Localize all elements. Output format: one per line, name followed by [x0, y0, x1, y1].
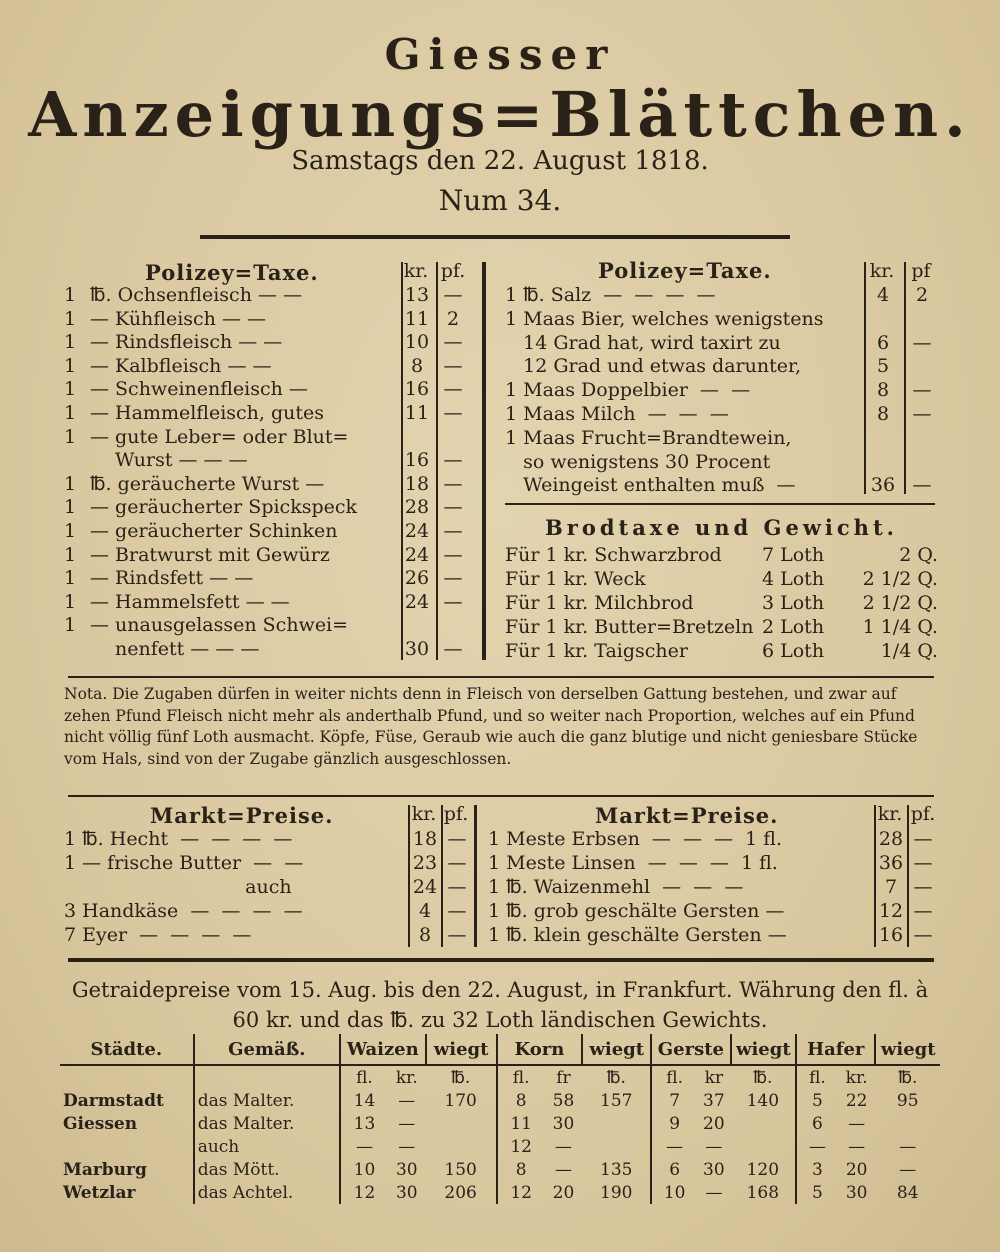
row-quentchen: 1/4 Q. [880, 640, 938, 662]
row-item: 1 ℔. klein geschälte Gersten — [488, 924, 787, 946]
col-kr-header: kr. [869, 260, 895, 282]
value-cell: 30 [845, 1182, 868, 1203]
row-kr: 16 [404, 449, 430, 472]
row-kr: 12 [878, 900, 904, 922]
value-cell: 95 [896, 1090, 919, 1111]
row-kr: 11 [404, 402, 430, 424]
value-cell: — [554, 1159, 572, 1180]
value-cell: — [705, 1182, 723, 1203]
value-cell: — [848, 1113, 866, 1134]
value-cell: — [899, 1159, 917, 1180]
section-title: Polizey=Taxe. [145, 260, 319, 285]
row-item: — Hammelfleisch, gutes [90, 402, 325, 424]
row-item: ℔. Ochsenfleisch — — [90, 284, 303, 306]
table-row [60, 1112, 940, 1135]
value-cell: 12 [497, 1135, 545, 1158]
row-item: 1 ℔. Salz — — — — [505, 284, 716, 306]
row-pf: — [913, 924, 933, 946]
measure-cell: das Malter. [194, 1089, 340, 1112]
getraide-table [60, 1034, 940, 1204]
value-cell: — [651, 1135, 697, 1158]
value-cell: — [398, 1136, 416, 1157]
row-kr: 8 [418, 924, 432, 946]
nota-text: Nota. Die Zugaben dürfen in weiter nichts denn in Fleisch von derselben Gattung bestehen, und zwar auf zehen Pfund Fleisch nicht mehr als anderthalb Pfund, und so weiter nach Proportion, welches auf ein Pfund nicht völlig fünf Loth ausmacht. Köpfe, Füse, Geraub wie auch die ganz blutige und nicht geniesbare Stücke vom Hals, sind von der Zugabe gänzlich ausgeschlossen. [64, 685, 918, 768]
row-item: 1 Meste Linsen — — — 1 fl. [488, 852, 778, 874]
row-item: Für 1 kr. Schwarzbrod [505, 544, 722, 566]
value-cell: 20 [703, 1113, 725, 1134]
section-title: Brodtaxe und Gewicht. [545, 515, 898, 540]
value-cell: 157 [582, 1089, 651, 1112]
row-pf: — [912, 403, 932, 425]
row-item: 12 Grad und etwas darunter, [505, 355, 802, 378]
city-cell: Wetzlar [60, 1181, 194, 1204]
row-item: ℔. geräucherte Wurst — [90, 472, 325, 495]
value-cell [426, 1112, 497, 1135]
row-kr: 10 [404, 331, 430, 354]
row-pf: — [912, 474, 932, 497]
col-kr-header: kr. [403, 260, 429, 282]
value-cell: 22 [845, 1090, 868, 1111]
getraide-title: Getraidepreise vom 15. Aug. bis den 22. August, in Frankfurt. Währung den fl. à 60 kr. und das ℔. zu 32 Loth ländischen Gewichts. [71, 978, 929, 1032]
value-cell: 5 [796, 1181, 838, 1204]
column-header: Gemäß. [194, 1034, 340, 1065]
column-header: Gerste [651, 1034, 730, 1065]
col-pf-header: pf. [443, 803, 469, 825]
row-loth: 2 Loth [762, 616, 825, 638]
row-kr: 6 [876, 331, 890, 354]
row-item: Weingeist enthalten muß — [505, 474, 796, 497]
value-cell: 168 [731, 1181, 796, 1204]
table-row [60, 1181, 940, 1204]
row-pf: — [913, 876, 933, 898]
row-quantity: 1 [64, 284, 77, 306]
table-row [60, 1158, 940, 1181]
value-cell: 12 [497, 1181, 545, 1204]
row-quantity: 1 [64, 378, 77, 401]
row-pf: — [443, 590, 463, 613]
row-item: 1 Maas Frucht=Brandtewein, [505, 426, 792, 449]
column-header: wiegt [582, 1034, 651, 1065]
value-cell: — [705, 1136, 723, 1157]
row-item: 14 Grad hat, wird taxirt zu [505, 331, 781, 354]
measure-cell: das Malter. [194, 1112, 340, 1135]
row-kr: 24 [412, 876, 438, 898]
row-item: 1 ℔. Hecht — — — — [64, 828, 293, 850]
column-header: Städte. [60, 1034, 194, 1065]
value-cell: 8 [497, 1089, 545, 1112]
issue-number: Num 34. [438, 184, 562, 217]
measure-cell: das Achtel. [194, 1181, 340, 1204]
row-kr: 24 [404, 520, 430, 542]
row-item: — Kalbfleisch — — [90, 354, 272, 377]
value-cell: 12 [340, 1181, 388, 1204]
unit-header: ℔. [731, 1065, 796, 1089]
row-kr: 11 [404, 307, 430, 330]
row-pf: — [443, 520, 463, 542]
row-kr: 18 [404, 472, 430, 495]
row-item: — geräucherter Spickspeck [90, 496, 358, 519]
row-quantity: 1 [64, 472, 77, 495]
value-cell: 3 [796, 1158, 838, 1181]
value-cell: — [340, 1135, 388, 1158]
value-cell: 7 [651, 1089, 697, 1112]
value-cell: 150 [426, 1158, 497, 1181]
row-kr: 24 [404, 590, 430, 613]
row-pf: — [912, 331, 932, 354]
unit-header: kr [704, 1067, 724, 1088]
measure-cell: das Mött. [194, 1158, 340, 1181]
row-pf: — [443, 543, 463, 566]
value-cell: 190 [582, 1181, 651, 1204]
row-item: 1 Maas Milch — — — [505, 403, 729, 425]
col-pf-header: pf. [910, 803, 936, 825]
table-subheader-row [60, 1065, 940, 1089]
row-item: — Kühfleisch — — [90, 307, 266, 330]
table-row [60, 1089, 940, 1112]
row-pf: — [913, 852, 933, 874]
row-kr: 36 [870, 474, 896, 497]
row-quantity: 1 [64, 354, 77, 377]
row-kr: 24 [404, 543, 430, 566]
row-pf: — [443, 638, 463, 660]
row-item: 1 — frische Butter — — [64, 852, 304, 874]
value-cell: 30 [395, 1159, 418, 1180]
table-header-row [60, 1034, 940, 1065]
row-quantity: 1 [64, 543, 77, 566]
section-title: Markt=Preise. [595, 803, 779, 828]
value-cell: 20 [552, 1182, 575, 1203]
value-cell [731, 1112, 796, 1135]
column-header: wiegt [426, 1034, 497, 1065]
value-cell: — [848, 1136, 866, 1157]
unit-header: fl. [796, 1065, 838, 1089]
row-item: — Rindsfleisch — — [90, 331, 283, 354]
value-cell [426, 1135, 497, 1158]
value-cell: 14 [340, 1089, 388, 1112]
row-quantity: 1 [64, 496, 77, 519]
value-cell: 135 [582, 1158, 651, 1181]
row-quantity: 1 [64, 567, 77, 590]
row-item: — geräucherter Schinken [90, 520, 338, 542]
row-pf: — [447, 900, 467, 922]
row-kr: 18 [412, 828, 438, 850]
value-cell: 9 [651, 1112, 697, 1135]
value-cell: — [398, 1113, 416, 1134]
issue-date: Samstags den 22. August 1818. [291, 146, 709, 176]
row-item: auch [64, 876, 292, 898]
row-quentchen: 2 1/2 Q. [862, 592, 938, 614]
value-cell: — [554, 1136, 572, 1157]
section-rule [68, 958, 934, 962]
row-pf: — [912, 379, 932, 402]
row-quantity: 1 [64, 425, 77, 448]
row-pf: — [443, 449, 463, 472]
row-item: — Bratwurst mit Gewürz [90, 543, 330, 566]
header-rule [200, 235, 790, 239]
row-kr: 13 [404, 284, 430, 306]
row-item: nenfett — — — [115, 638, 260, 660]
value-cell: 13 [340, 1112, 388, 1135]
city-cell: Giessen [60, 1112, 194, 1135]
value-cell: 30 [703, 1159, 725, 1180]
empty-cell [60, 1065, 194, 1089]
row-kr: 8 [876, 379, 890, 402]
empty-cell [194, 1065, 340, 1089]
row-pf: — [443, 567, 463, 590]
row-quentchen: 1 1/4 Q. [862, 616, 938, 638]
value-cell [731, 1135, 796, 1158]
row-loth: 4 Loth [762, 568, 825, 590]
row-item: — gute Leber= oder Blut= [90, 425, 349, 448]
column-header: Korn [497, 1034, 583, 1065]
row-item: 1 Meste Erbsen — — — 1 fl. [488, 828, 782, 850]
section-rule [505, 503, 935, 505]
row-loth: 3 Loth [762, 592, 825, 614]
value-cell [582, 1112, 651, 1135]
row-quantity: 1 [64, 520, 77, 542]
row-pf: — [447, 852, 467, 874]
center-divider [482, 262, 486, 660]
row-kr: 7 [884, 876, 898, 898]
value-cell: 170 [426, 1089, 497, 1112]
table-row [60, 1135, 940, 1158]
row-pf: — [443, 496, 463, 519]
section-title: Markt=Preise. [150, 803, 334, 828]
col-pf-header: pf. [440, 260, 466, 282]
row-item: — Rindsfett — — [90, 567, 254, 590]
value-cell: 37 [703, 1090, 725, 1111]
value-cell: 140 [731, 1089, 796, 1112]
row-kr: 8 [410, 354, 424, 377]
value-cell: 11 [497, 1112, 545, 1135]
unit-header: ℔. [582, 1065, 651, 1089]
value-cell: 58 [552, 1090, 575, 1111]
row-item: 1 ℔. Waizenmehl — — — [488, 876, 744, 898]
unit-header: ℔. [898, 1067, 918, 1088]
row-item: — Schweinenfleisch — [90, 378, 308, 401]
row-kr: 16 [878, 924, 904, 946]
row-item: so wenigstens 30 Procent [505, 450, 771, 473]
unit-header: fl. [497, 1065, 545, 1089]
row-kr: 28 [404, 496, 430, 519]
row-kr: 8 [876, 403, 890, 425]
col-kr-header: kr. [411, 803, 437, 825]
row-item: 1 ℔. grob geschälte Gersten — [488, 900, 785, 922]
value-cell: 10 [651, 1181, 697, 1204]
masthead-top: Giesser [384, 30, 616, 79]
value-cell: 30 [552, 1113, 575, 1134]
measure-cell: auch [194, 1135, 340, 1158]
row-item: Für 1 kr. Taigscher [505, 640, 688, 662]
row-item: 1 Maas Doppelbier — — [505, 379, 751, 402]
city-cell: Darmstadt [60, 1089, 194, 1112]
row-item: 3 Handkäse — — — — [64, 900, 303, 922]
value-cell: 6 [796, 1112, 838, 1135]
row-quantity: 1 [64, 307, 77, 330]
row-quantity: 1 [64, 590, 77, 613]
row-pf: — [443, 378, 463, 401]
value-cell: 6 [651, 1158, 697, 1181]
unit-header: kr. [845, 1067, 868, 1088]
col-kr-header: kr. [877, 803, 903, 825]
column-header: wiegt [731, 1034, 796, 1065]
row-pf: — [443, 472, 463, 495]
row-quantity: 1 [64, 402, 77, 424]
col-pf-header: pf [911, 260, 931, 282]
value-cell: 206 [426, 1181, 497, 1204]
section-title: Polizey=Taxe. [598, 258, 772, 283]
row-quentchen: 2 1/2 Q. [862, 568, 938, 590]
row-pf: — [447, 828, 467, 850]
row-loth: 7 Loth [762, 544, 825, 566]
row-pf: — [913, 900, 933, 922]
row-loth: 6 Loth [762, 640, 825, 662]
column-header: Hafer [796, 1034, 875, 1065]
row-item: 1 Maas Bier, welches wenigstens [505, 307, 824, 330]
row-item: Für 1 kr. Butter=Bretzeln [505, 616, 754, 638]
unit-header: fl. [340, 1065, 388, 1089]
city-cell: Marburg [60, 1158, 194, 1181]
row-pf: — [443, 331, 463, 354]
row-kr: 16 [404, 378, 430, 401]
masthead-main: Anzeigungs=Blättchen. [28, 78, 972, 151]
row-pf: 2 [446, 307, 460, 330]
value-cell [582, 1135, 651, 1158]
row-kr: 36 [878, 852, 904, 874]
row-kr: 28 [878, 828, 904, 850]
row-quantity: 1 [64, 614, 77, 637]
row-kr: 5 [876, 355, 890, 378]
value-cell: 84 [896, 1182, 919, 1203]
row-quantity: 1 [64, 331, 77, 354]
value-cell: 5 [796, 1089, 838, 1112]
section-rule [68, 795, 934, 797]
row-pf: — [443, 354, 463, 377]
value-cell: 30 [395, 1182, 418, 1203]
row-item: Für 1 kr. Weck [505, 568, 646, 590]
value-cell [875, 1112, 940, 1135]
row-kr: 26 [404, 567, 430, 590]
unit-header: fl. [651, 1065, 697, 1089]
unit-header: kr. [395, 1067, 418, 1088]
row-item: Für 1 kr. Milchbrod [505, 592, 694, 614]
value-cell: — [796, 1135, 838, 1158]
value-cell: — [398, 1090, 416, 1111]
value-cell: 10 [340, 1158, 388, 1181]
row-kr: 23 [412, 852, 438, 874]
row-kr: 30 [404, 638, 430, 660]
center-divider [474, 805, 477, 947]
row-pf: — [447, 876, 467, 898]
section-rule [68, 676, 934, 678]
value-cell: 8 [497, 1158, 545, 1181]
unit-header: ℔. [426, 1065, 497, 1089]
row-kr: 4 [876, 284, 890, 306]
row-pf: 2 [915, 284, 929, 306]
row-pf: — [447, 924, 467, 946]
value-cell: — [899, 1136, 917, 1157]
column-header: Waizen [340, 1034, 426, 1065]
row-item: — Hammelsfett — — [90, 590, 290, 613]
value-cell: 20 [845, 1159, 868, 1180]
city-cell [60, 1135, 194, 1158]
row-item: — unausgelassen Schwei= [90, 614, 349, 637]
row-item: 7 Eyer — — — — [64, 924, 252, 946]
row-pf: — [913, 828, 933, 850]
column-header: wiegt [875, 1034, 940, 1065]
value-cell: 120 [731, 1158, 796, 1181]
row-quentchen: 2 Q. [899, 544, 938, 566]
row-item: Wurst — — — [115, 449, 248, 472]
unit-header: fr [556, 1067, 571, 1088]
row-pf: — [443, 284, 463, 306]
row-kr: 4 [418, 900, 432, 922]
row-pf: — [443, 402, 463, 424]
